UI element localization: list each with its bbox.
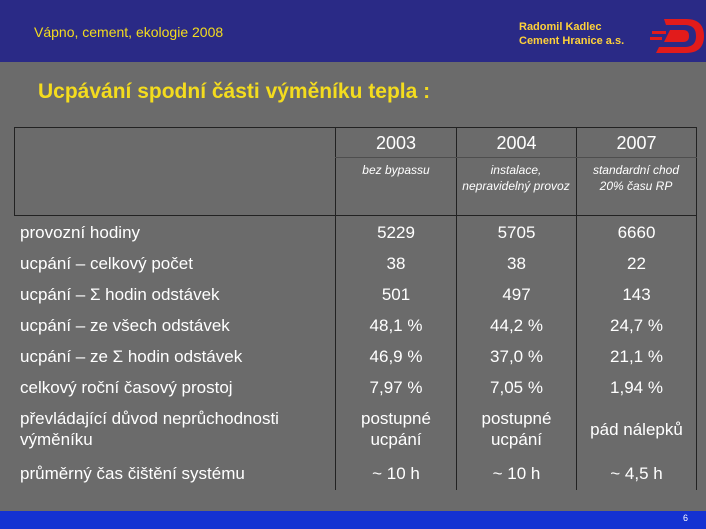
row-label: celkový roční časový prostoj: [20, 377, 233, 397]
year-note-2004: instalace, nepravidelný provoz: [462, 163, 570, 193]
header-bar: [0, 0, 706, 62]
slide-title: Ucpávání spodní části výměníku tepla :: [38, 80, 431, 103]
page-number: 6: [682, 513, 688, 523]
table-divider: [576, 127, 577, 490]
table-cell: 44,2 %: [490, 315, 543, 335]
row-label: ucpání – ze všech odstávek: [20, 315, 230, 335]
table-cell: 501: [381, 284, 411, 304]
author-block: [519, 20, 624, 48]
table-cell: 7,05 %: [490, 377, 543, 397]
table-divider: [696, 127, 697, 490]
company-d-logo-icon: [650, 15, 706, 57]
table-cell: postupné ucpání: [361, 409, 431, 449]
table-cell: 7,97 %: [369, 377, 423, 397]
year-header-2007: 2007: [616, 132, 657, 153]
table-cell: postupné ucpání: [481, 409, 552, 449]
year-note-2007: standardní chod 20% času RP: [592, 163, 680, 193]
table-cell: 38: [386, 253, 406, 273]
author-name: Radomil Kadlec: [519, 21, 602, 33]
table-cell: ~ 10 h: [492, 463, 541, 483]
table-cell: 38: [507, 253, 526, 273]
row-label: ucpání – Σ hodin odstávek: [20, 284, 220, 304]
footer-bar: [0, 511, 706, 529]
table-divider: [14, 215, 697, 216]
row-label: provozní hodiny: [20, 222, 141, 242]
table-cell: 48,1 %: [369, 315, 423, 335]
table-cell: 5229: [377, 222, 415, 242]
table-cell: 24,7 %: [610, 315, 663, 335]
year-header-2004: 2004: [496, 132, 537, 153]
table-cell: 6660: [617, 222, 656, 242]
year-note-2003: bez bypassu: [362, 163, 430, 177]
table-cell: ~ 4,5 h: [610, 463, 663, 483]
conference-title: Vápno, cement, ekologie 2008: [34, 24, 224, 40]
table-divider: [14, 127, 15, 215]
table-cell: 21,1 %: [610, 346, 663, 366]
table-cell: 497: [502, 284, 531, 304]
table-divider: [14, 127, 697, 128]
table-cell: 37,0 %: [490, 346, 543, 366]
table-divider: [456, 127, 457, 490]
table-cell: 143: [622, 284, 651, 304]
row-label: převládající důvod neprůchodnosti výměníku: [20, 409, 279, 449]
table-cell: pád nálepků: [590, 419, 683, 439]
row-label: průměrný čas čištění systému: [20, 463, 245, 483]
table-divider: [335, 157, 697, 158]
table-cell: 46,9 %: [369, 346, 423, 366]
table-cell: ~ 10 h: [372, 463, 420, 483]
year-header-2003: 2003: [375, 132, 417, 153]
row-label: ucpání – ze Σ hodin odstávek: [20, 346, 243, 366]
table-divider: [335, 127, 336, 490]
table-cell: 1,94 %: [610, 377, 663, 397]
table-cell: 22: [627, 253, 646, 273]
row-label: ucpání – celkový počet: [20, 253, 193, 273]
table-cell: 5705: [497, 222, 536, 242]
author-org: Cement Hranice a.s.: [519, 35, 625, 47]
